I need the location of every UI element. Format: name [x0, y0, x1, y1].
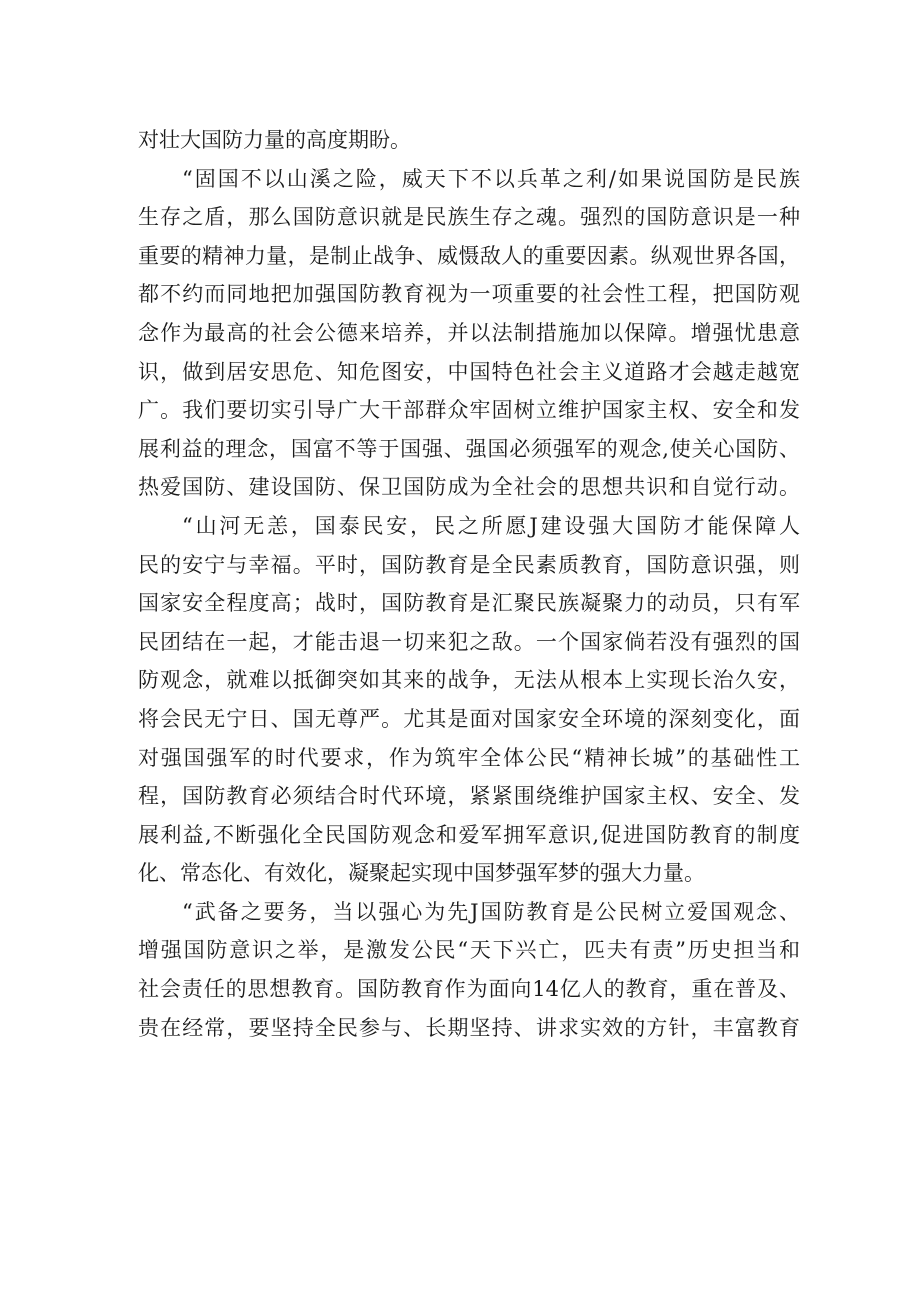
text-line: 展利益的理念，国富不等于国强、强国必须强军的观念,使关心国防、 — [138, 436, 800, 461]
text-line: 贵在经常，要坚持全民参与、长期坚持、讲求实效的方针，丰富教育 — [138, 1015, 800, 1040]
text-line: 识，做到居安思危、知危图安，中国特色社会主义道路才会越走越宽 — [138, 359, 800, 384]
text-line: 热爱国防、建设国防、保卫国防成为全社会的思想共识和自觉行动。 — [138, 475, 800, 500]
text-line: 国家安全程度高；战时，国防教育是汇聚民族凝聚力的动员，只有军 — [138, 591, 800, 616]
text-line: 重要的精神力量，是制止战争、威慑敌人的重要因素。纵观世界各国， — [138, 243, 800, 268]
text-line: 广。我们要切实引导广大干部群众牢固树立维护国家主权、安全和发 — [138, 398, 800, 423]
text-line: 展利益,不断强化全民国防观念和爱军拥军意识,促进国防教育的制度 — [138, 822, 800, 847]
text-line: “山河无恙，国泰民安，民之所愿J建设强大国防才能保障人 — [182, 513, 800, 538]
text-line: 都不约而同地把加强国防教育视为一项重要的社会性工程，把国防观 — [138, 282, 800, 307]
text-line: 增强国防意识之举，是激发公民“天下兴亡，匹夫有责”历史担当和 — [138, 938, 800, 963]
text-line: 生存之盾，那么国防意识就是民族生存之魂。强烈的国防意识是一种 — [138, 205, 800, 230]
text-line: 对壮大国防力量的高度期盼。 — [138, 128, 411, 152]
body-text — [138, 121, 800, 1047]
text-line: 对强国强军的时代要求，作为筑牢全体公民“精神长城”的基础性工 — [138, 745, 800, 770]
text-line: “武备之要务，当以强心为先J国防教育是公民树立爱国观念、 — [182, 899, 800, 924]
text-line: 程，国防教育必须结合时代环境，紧紧围绕维护国家主权、安全、发 — [138, 784, 800, 809]
text-line: “固国不以山溪之险，威天下不以兵革之利/如果说国防是民族 — [182, 166, 800, 191]
text-line: 防观念，就难以抵御突如其来的战争，无法从根本上实现长治久安， — [138, 668, 800, 693]
text-line: 民团结在一起，才能击退一切来犯之敌。一个国家倘若没有强烈的国 — [138, 629, 800, 654]
text-line: 民的安宁与幸福。平时，国防教育是全民素质教育，国防意识强，则 — [138, 552, 800, 577]
text-line: 念作为最高的社会公德来培养，并以法制措施加以保障。增强忧患意 — [138, 320, 800, 345]
text-line: 化、常态化、有效化，凝聚起实现中国梦强军梦的强大力量。 — [138, 861, 705, 886]
text-line: 将会民无宁日、国无尊严。尤其是面对国家安全环境的深刻变化，面 — [138, 706, 800, 731]
text-line: 社会责任的思想教育。国防教育作为面向14亿人的教育，重在普及、 — [138, 977, 800, 1002]
